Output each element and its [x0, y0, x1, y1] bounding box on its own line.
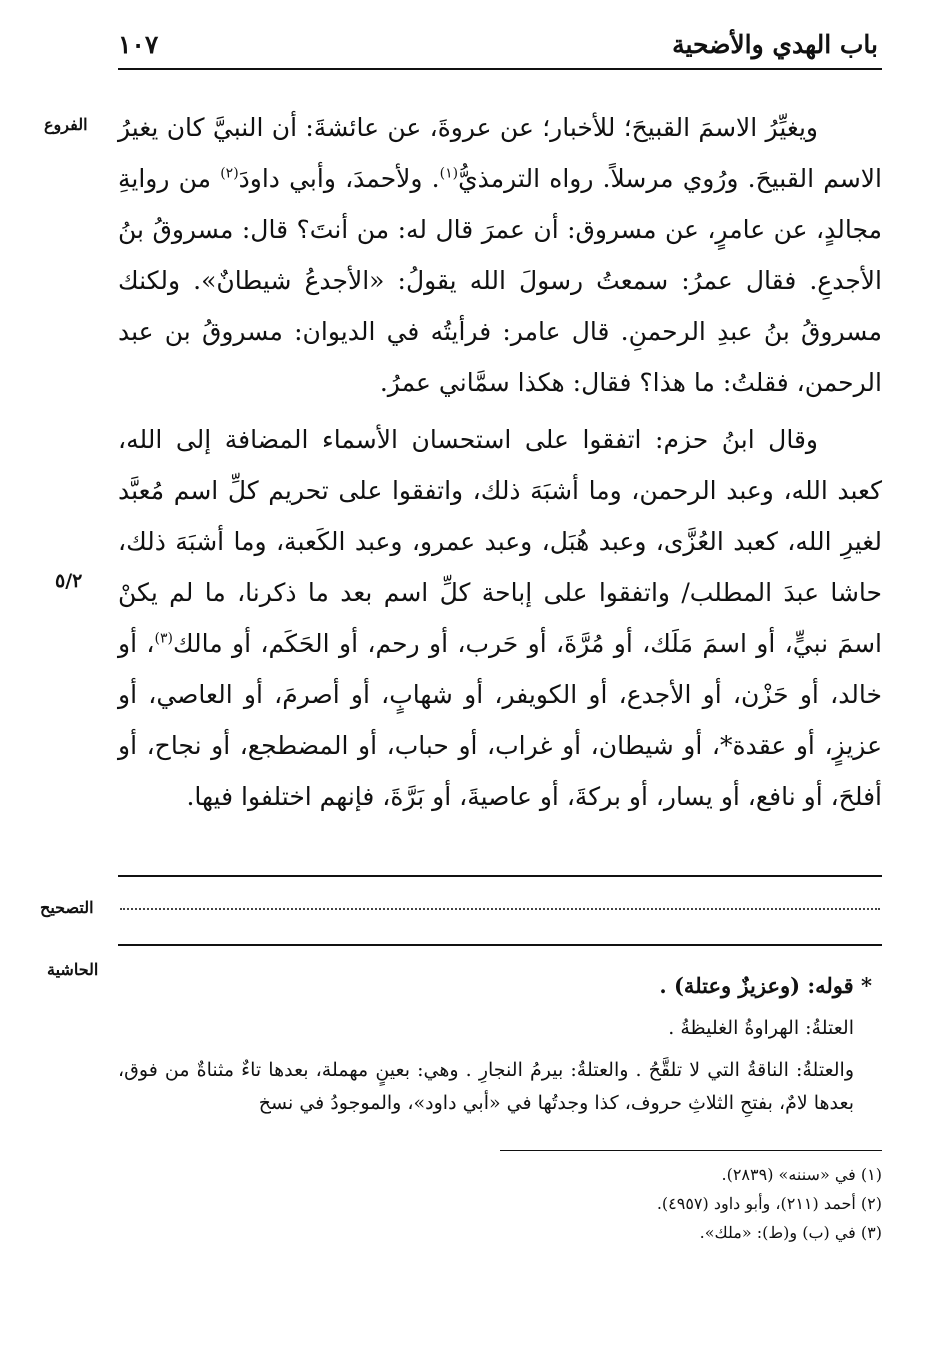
footnote-marker-3: (٣) [154, 630, 173, 647]
footnote-2: (٢) أحمد (٢١١)، وأبو داود (٤٩٥٧). [656, 1194, 882, 1213]
footnotes [420, 1160, 882, 1247]
hashiya-section [118, 966, 882, 1120]
footnote-rule [500, 1150, 882, 1151]
header-rule [118, 68, 882, 70]
text-run: وقال ابنُ حزم: اتفقوا على استحسان الأسماء المضافة إلى الله، كعبد الله، وعبد الرحمن، وما أشبَهَ ذلك، واتفقوا على تحريم كلِّ اسم مُعبَّد لغيرِ الله، كعبد العُزَّى، وعبد هُبَل، وعبد عمرو، وعبد الكَعبة، وما أشبَهَ ذلك، حاشا عبدَ المطلب/ واتفقوا على إباحة كلِّ اسم بعد ما ذكرنا، ما لم يكنْ اسمَ نبيٍّ، أو اسمَ مَلَك، أو مُرَّةَ، أو حَرب، أو رحم، أو الحَكَم، أو مالك [118, 425, 882, 658]
text-run: . ولأحمدَ، وأبي داودَ [238, 164, 440, 193]
page-number: ١٠٧ [118, 30, 159, 59]
paragraph-1 [118, 102, 882, 408]
text-run: ، أو خالد، أو حَزْن، أو الأجدع، أو الكويفر، أو شهابٍ، أو أصرمَ، أو العاصي، أو عزيزٍ، أو عقدة*، أو شيطان، أو غراب، أو حباب، أو المضطجع، أو نجاح، أو أفلحَ، أو نافع، أو يسار، أو بركةَ، أو عاصيةَ، أو بَرَّةَ، فإنهم اختلفوا فيها. [118, 629, 882, 811]
margin-label-hashiya: الحاشية [47, 960, 99, 979]
footnote-3: (٣) في (ب) و(ط): «ملك». [699, 1223, 882, 1242]
hashiya-definition: العتلةُ: الهراوةُ الغليظةُ . [668, 1017, 854, 1039]
tashih-dotted-line [120, 908, 880, 910]
section-rule [118, 944, 882, 946]
chapter-title: باب الهدي والأضحية [672, 30, 878, 59]
section-rule [118, 875, 882, 877]
main-text [118, 102, 882, 822]
footnote-marker-2: (٢) [220, 165, 239, 182]
paragraph-2 [118, 414, 882, 822]
margin-label-tashih: التصحيح [40, 898, 94, 917]
margin-volume-reference: ٥/٢ [55, 570, 83, 592]
text-run: من روايةِ مجالدٍ، عن عامرٍ، عن مسروق: أن عمرَ قال له: من أنتَ؟ قال: مسروقُ بنُ الأجدعِ. فقال عمرُ: سمعتُ رسولَ الله يقولُ: «الأجدعُ شيطانٌ». ولكنك مسروقُ بنُ عبدِ الرحمنِ. قال عامر: فرأيتُه في الديوان: مسروقُ بن عبد الرحمن، فقلتُ: ما هذا؟ فقال: هكذا سمَّاني عمرُ. [118, 164, 882, 397]
footnote-1: (١) في «سننه» (٢٨٣٩). [721, 1165, 882, 1184]
text-run: ويغيِّرُ الاسمَ القبيحَ؛ للأخبار؛ عن عروةَ، عن عائشةَ: أن النبيَّ كان يغيرُ الاسم القبيحَ. ورُوي مرسلاً. رواه الترمذيُّ [118, 113, 882, 193]
hashiya-definition: والعتلةُ: الناقةُ التي لا تلقَّحُ . والعتلةُ: بيرمُ النجارِ . وهي: بعينٍ مهملة، بعدها تاءٌ مثناةٌ من فوق، بعدها لامٌ، بفتحِ الثلاثِ حروف، كذا وجدتُها في «أبي داود»، والموجودُ في نسخ [118, 1059, 854, 1114]
footnote-marker-1: (١) [439, 165, 459, 182]
margin-label-furu: الفروع [44, 115, 88, 134]
hashiya-heading: * قوله: (وعزيزٌ وعتلة) . [659, 973, 872, 998]
